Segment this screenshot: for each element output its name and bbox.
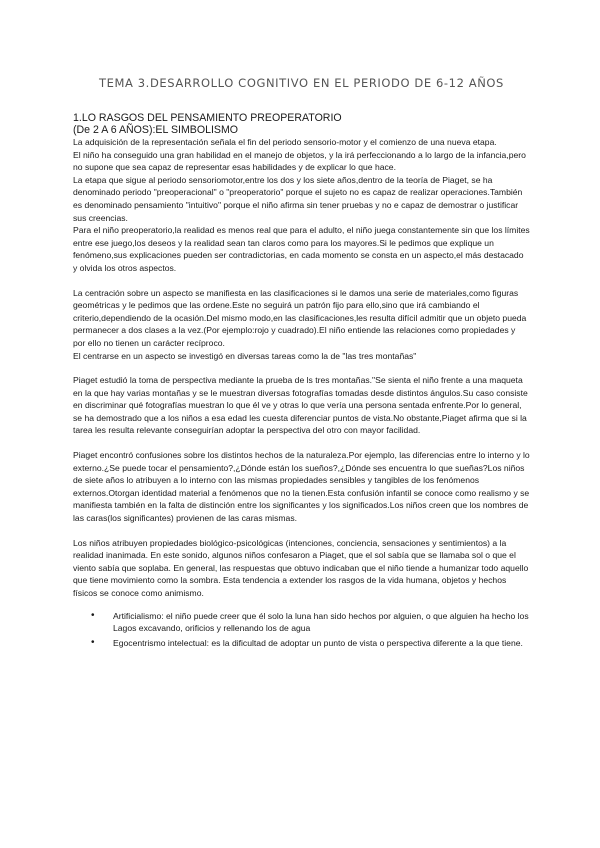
paragraph: La etapa que sigue al periodo sensoriomotor,entre los dos y los siete años,dentro de la teoría de Piaget, se ha denominado periodo "preoperacional" o "preoperatorio" porque el sujeto no es capaz de realizar operaciones.También es denominado pensamiento "intuitivo" porque el niño afirma sin tener pruebas y no e capaz de demostrar o justificar sus creencias. xyxy=(73,174,523,223)
paragraph: La adquisición de la representación señala el fin del periodo sensorio-motor y el comienzo de una nueva etapa. xyxy=(73,137,497,147)
paragraph: Piaget estudió la toma de perspectiva mediante la prueba de ls tres montañas."Se sienta el niño frente a una maqueta en la que hay varias montañas y se le muestran diversas fotografías tomadas desde distintos ángulos.Su caso consiste en discriminar qué fotografías muestran lo que él ve y otras lo que vería una persona sentada enfrente.Por lo general, se ha demostrado que a los niños a esa edad les cuesta diferenciar puntos de vista.No obstante,Piaget afirma que si la tarea les resulta relevante conseguirían adoptar la perspectiva del otro con mayor facilidad. xyxy=(73,375,528,436)
list-item: • Egocentrismo intelectual: es la dificultad de adoptar un punto de vista o perspectiva diferente a la que tiene. xyxy=(113,637,530,650)
section-heading: 1.LO RASGOS DEL PENSAMIENTO PREOPERATORIO xyxy=(73,112,342,124)
spacer xyxy=(73,362,530,374)
page-title: TEMA 3.DESARROLLO COGNITIVO EN EL PERIODO DE 6-12 AÑOS xyxy=(99,76,504,90)
paragraph: El centrarse en un aspecto se investigó en diversas tareas como la de "las tres montañas" xyxy=(73,350,417,361)
paragraph: La centración sobre un aspecto se manifiesta en las clasificaciones si le damos una serie de materiales,como figuras geométricas y le pedimos que las ordene.Este no seguirá un patrón fijo para ello,sino que irá cambiando el criterio,dependiendo de la ocasión.Del mismo modo,en las clasificaciones,les resulta difícil admitir que un objeto pueda permanecer a dos clases a la vez.(Por ejemplo:rojo y cuadrado).El niño entiende las relaciones como propiedades y por ello no tienen un carácter recíproco. xyxy=(73,287,527,348)
paragraph: Para el niño preoperatorio,la realidad es menos real que para el adulto, el niño juega constantemente sin que los límites entre ese juego,los deseos y la realidad sean tan claros como para los mayores.Si le pedimos que explique un fenómeno,sus explicaciones pueden ser contradictorias, en cada momento se consta en un aspecto,el más destacado y olvida los otros aspectos. xyxy=(73,225,530,273)
section-subheading: (De 2 A 6 AÑOS):EL SIMBOLISMO xyxy=(73,124,239,136)
paragraph: Piaget encontró confusiones sobre los distintos hechos de la naturaleza.Por ejemplo, las diferencias entre lo interno y lo externo.¿Se puede tocar el pensamiento?,¿Dónde están los sueños?,¿Dónde ses encuentra lo que sueñas?Los niños de siete años lo atribuyen a lo interno con las mismas propiedades sensibles y tangibles de los fenómenos externos.Otorgan identidad material a fenómenos que no la tienen.Esta confusión infantil se conoce como realismo y se manifiesta también en la falta de distinción entre los significantes y los significados.Los niños creen que los nombres de las caras(los significantes) provienen de las caras mismas. xyxy=(73,450,530,524)
spacer xyxy=(73,275,530,287)
bullet-list xyxy=(73,610,530,650)
paragraph: Los niños atribuyen propiedades biológico-psicológicas (intenciones, conciencia, sensaciones y sentimientos) a la realidad inanimada. En este sonido, algunos niños confesaron a Piaget, que el sol sabía que se llamaba sol o que el viento sabía que soplaba. En general, las respuestas que obtuvo indicaban que el niño tiende a humanizar todo aquello que tiene movimiento como la sombra. Esta tendencia a extender los rasgos de la vida humana, objetos y hechos físicos se conoce como animismo. xyxy=(73,537,529,598)
spacer xyxy=(73,525,530,537)
paragraph: El niño ha conseguido una gran habilidad en el manejo de objetos, y la irá perfeccionando a lo largo de la infancia,pero no supone que sea capaz de representar esas habilidades y de explicar lo que hace. xyxy=(73,149,526,173)
list-item: • Artificialismo: el niño puede creer que él solo la luna han sido hechos por alguien, o que alguien ha hecho los Lagos excavando, orificios y rellenando los de agua xyxy=(113,610,530,635)
spacer xyxy=(73,437,530,449)
